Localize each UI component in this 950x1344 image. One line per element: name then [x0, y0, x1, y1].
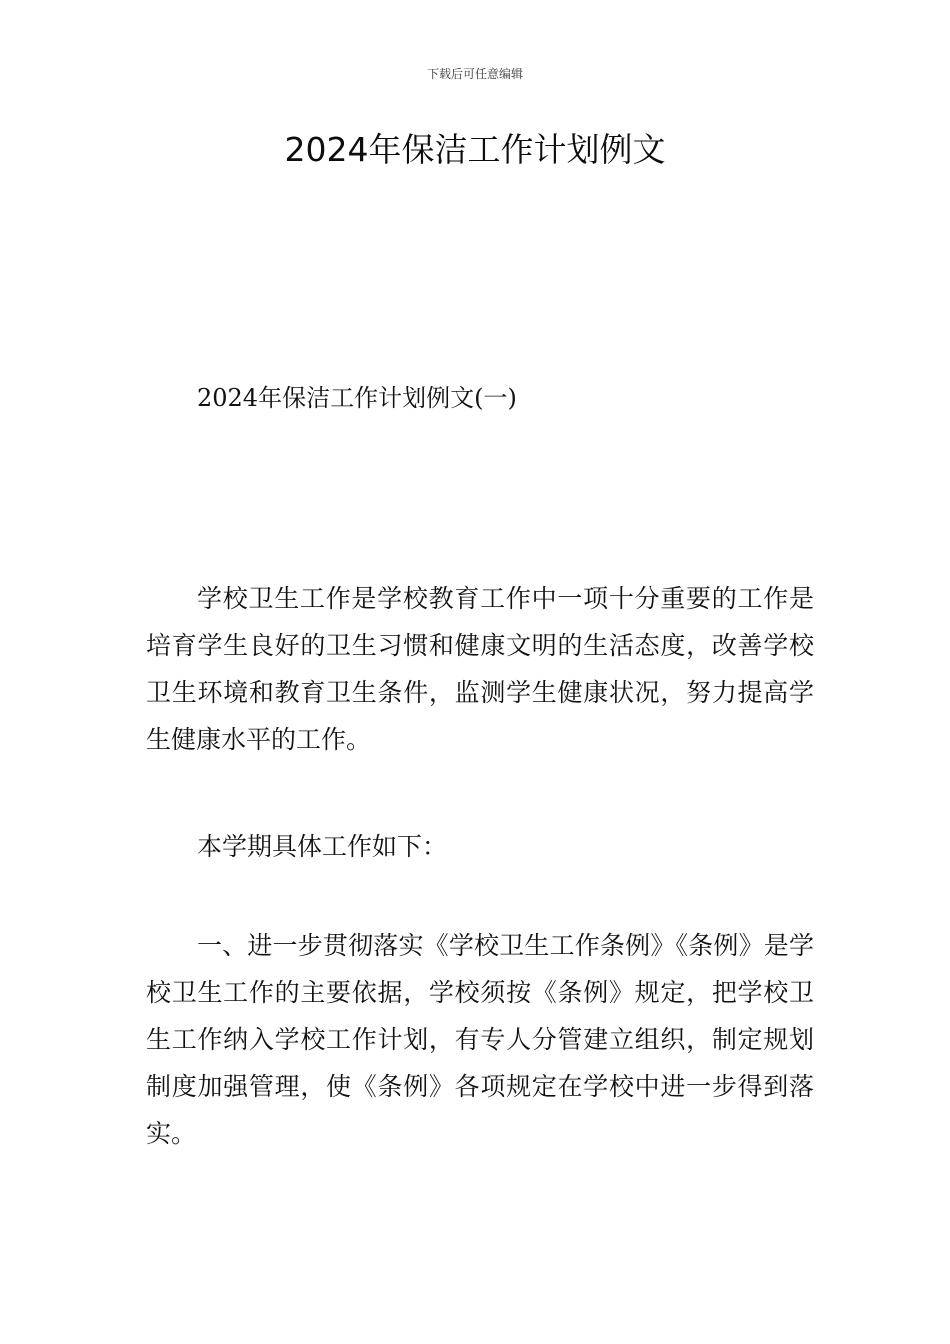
section-subheading: 2024年保洁工作计划例文(一)	[197, 384, 517, 412]
body-paragraph-3: 一、进一步贯彻落实《学校卫生工作条例》《条例》是学校卫生工作的主要依据，学校须按《条例》规定，把学校卫生工作纳入学校工作计划，有专人分管建立组织，制定规划制度加强管理，使《条例》各项规定在学校中进一步得到落实。	[146, 931, 814, 1148]
body-paragraph-1: 学校卫生工作是学校教育工作中一项十分重要的工作是培育学生良好的卫生习惯和健康文明的生活态度，改善学校卫生环境和教育卫生条件，监测学生健康状况，努力提高学生健康水平的工作。	[146, 584, 814, 754]
document-title: 2024年保洁工作计划例文	[284, 130, 666, 169]
body-paragraph-2: 本学期具体工作如下：	[197, 832, 448, 861]
header-note: 下载后可任意编辑	[426, 67, 523, 81]
